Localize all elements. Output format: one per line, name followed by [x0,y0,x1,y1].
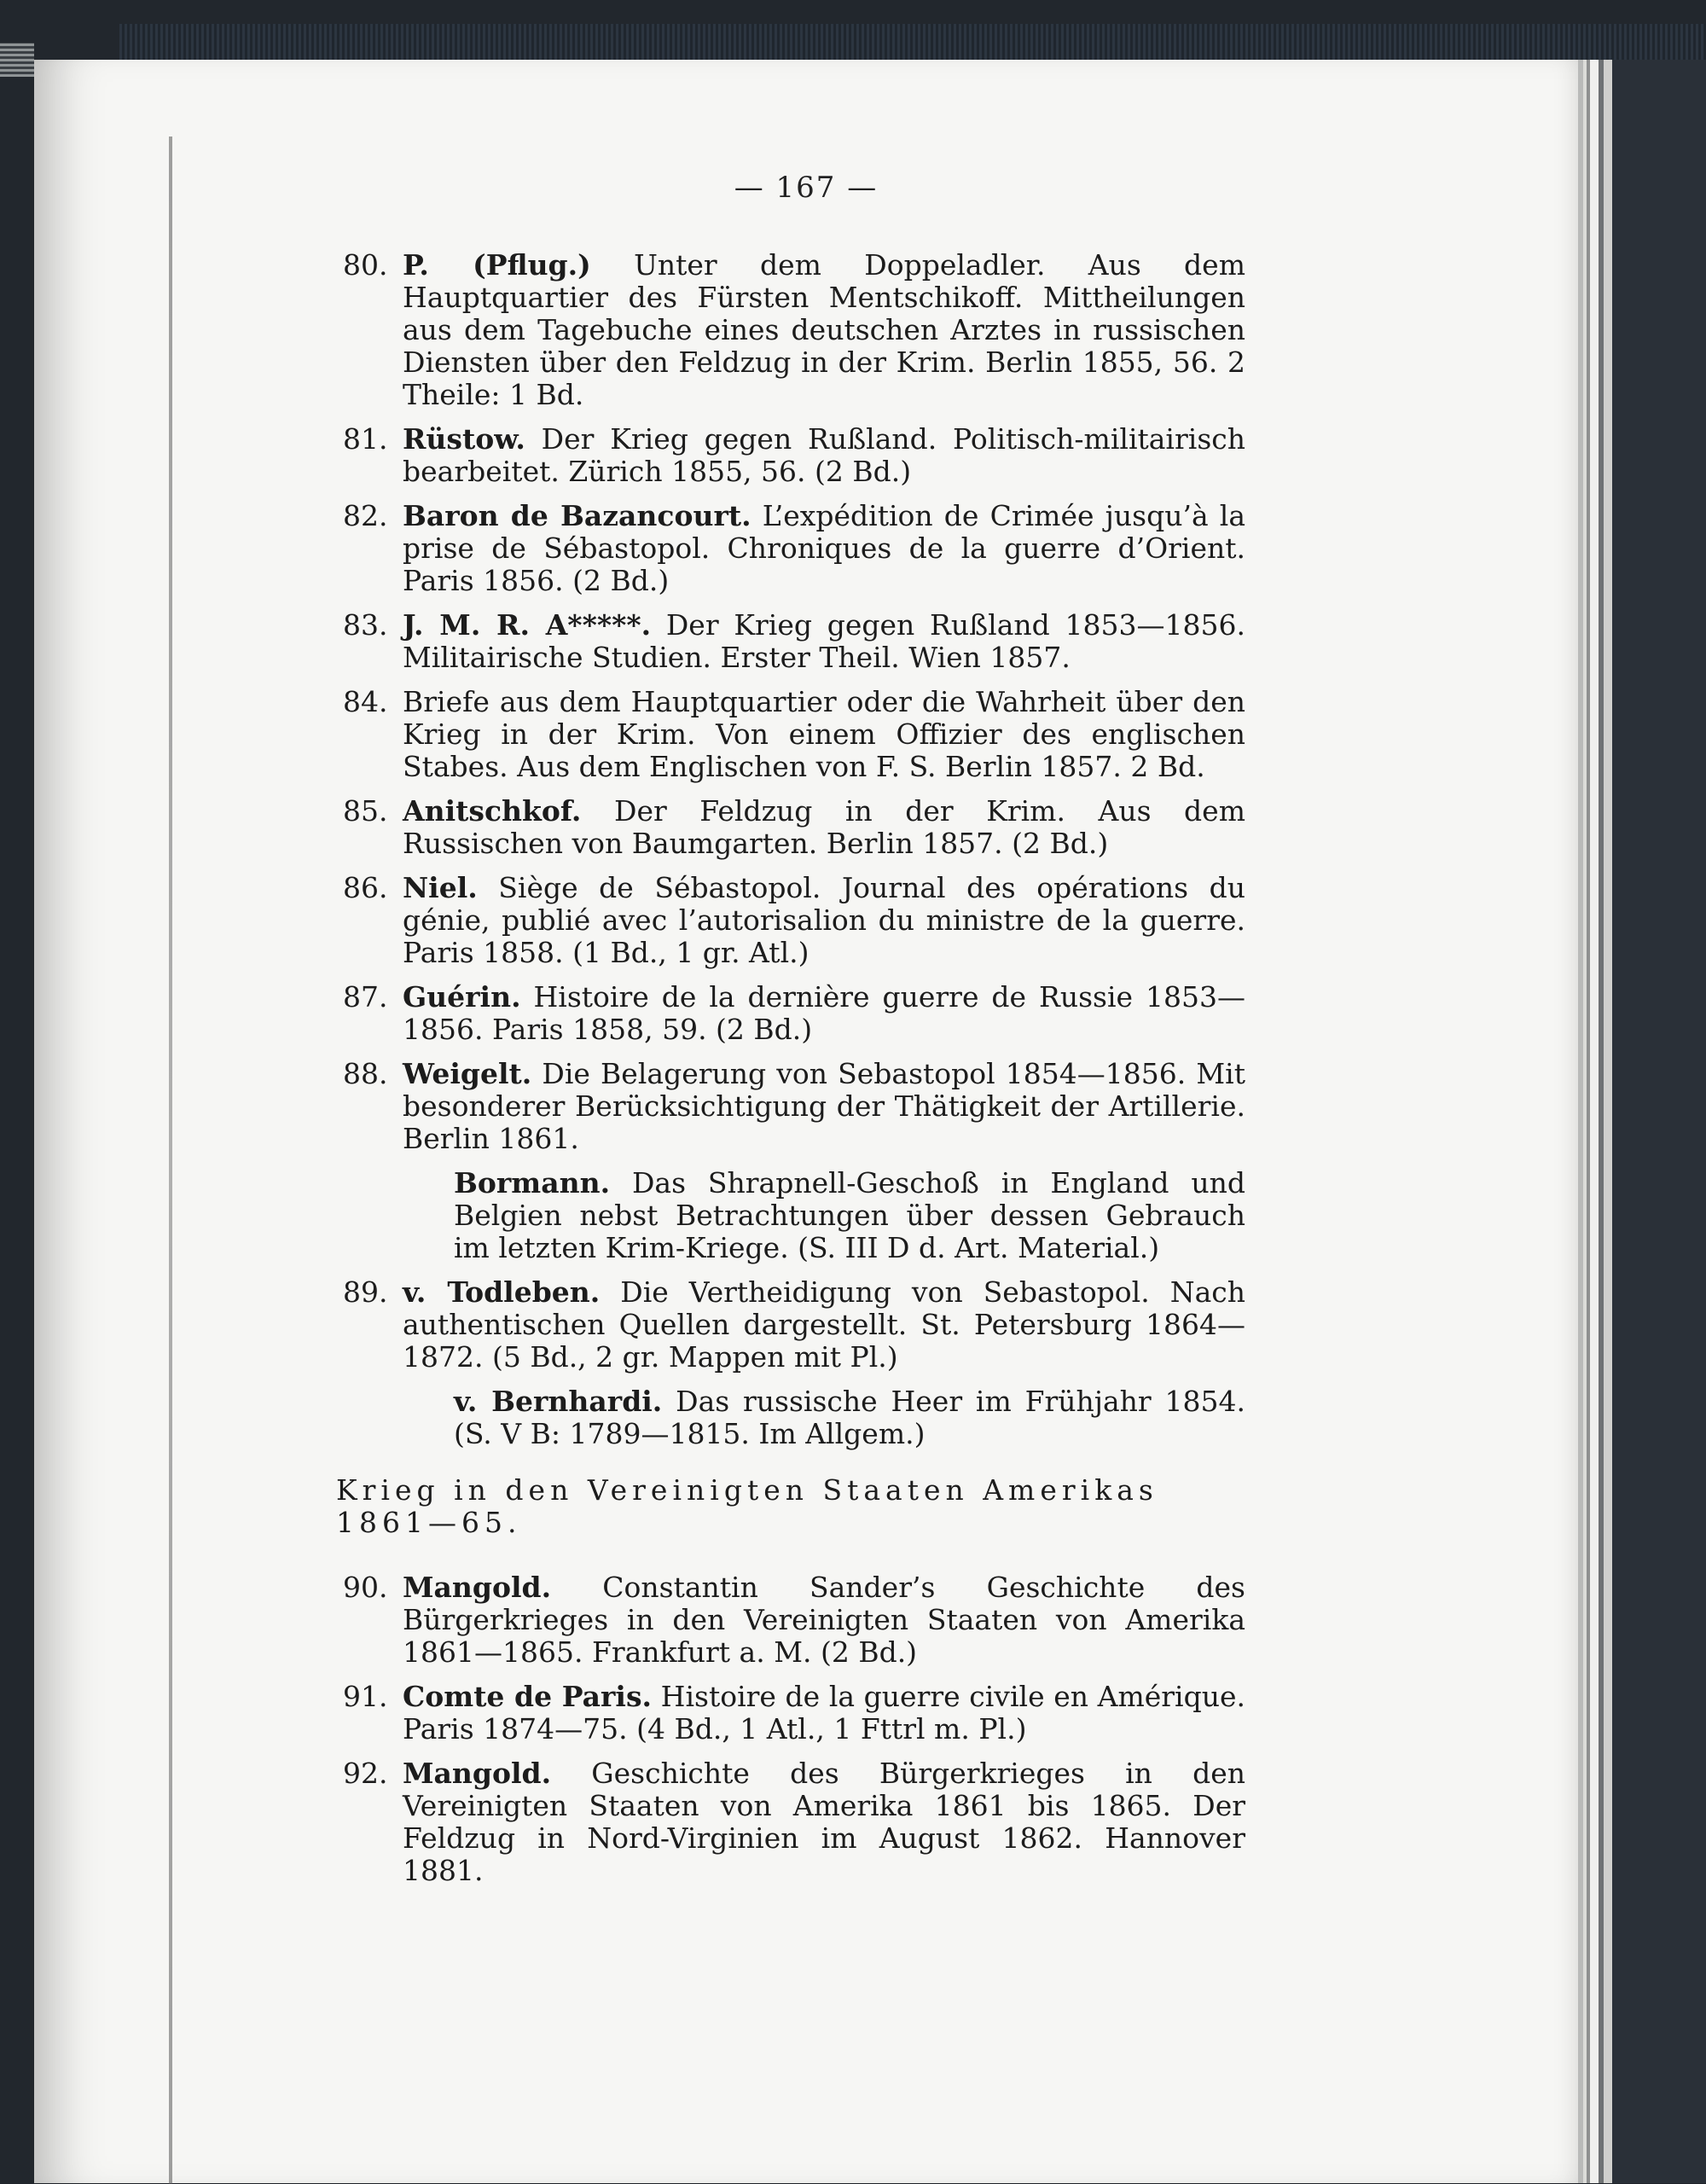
entry-text: Der Krieg gegen Rußland. Politisch-militairisch bearbeitet. Zürich 1855, 56. (2 Bd.) [403,422,1245,488]
entry-body [403,1571,1245,1669]
entry-body [403,872,1245,969]
entry-82 [299,500,1245,597]
entry-author: Rüstow. [403,422,525,456]
entry-number: 85. [343,794,388,828]
bibliography-list [299,249,1245,1899]
entry-84 [299,686,1245,783]
entry-text: L’expédition de Crimée jusqu’à la prise de Sébastopol. Chroniques de la guerre d’Orient. Paris 1856. (2 Bd.) [403,499,1245,597]
entry-87 [299,981,1245,1046]
entry-81 [299,423,1245,488]
entry-number: 90. [343,1571,388,1604]
book-cover-right [1578,60,1706,2183]
book-page [34,60,1578,2183]
entry-body [403,609,1245,674]
entry-88-sub [299,1167,1245,1264]
entry-text: Der Krieg gegen Rußland 1853—1856. Militairische Studien. Erster Theil. Wien 1857. [403,608,1245,674]
entry-text: Siège de Sébastopol. Journal des opérations du génie, publié avec l’autorisalion du ministre de la guerre. Paris 1858. (1 Bd., 1 gr. Atl.) [403,871,1245,969]
entry-author: J. M. R. A*****. [403,608,652,642]
entry-body [454,1385,1245,1450]
entry-author: Mangold. [403,1571,552,1604]
entry-90 [299,1571,1245,1669]
entry-body [454,1167,1245,1264]
entry-text: Der Feldzug in der Krim. Aus dem Russischen von Baumgarten. Berlin 1857. (2 Bd.) [403,794,1245,860]
entry-number: 84. [343,685,388,718]
entry-author: Bormann. [454,1166,611,1199]
entry-body [403,1058,1245,1155]
entry-text: Die Vertheidigung von Sebastopol. Nach authentischen Quellen dargestellt. St. Petersburg 1864—1872. (5 Bd., 2 gr. Mappen mit Pl.) [403,1275,1245,1374]
entry-text: Geschichte des Bürgerkrieges in den Vereinigten Staaten von Amerika 1861 bis 1865. Der Feldzug in Nord-Virginien im August 1862. Hannover 1881. [403,1757,1245,1887]
entry-86 [299,872,1245,969]
entry-author: v. Bernhardi. [454,1385,663,1418]
entry-number: 92. [343,1757,388,1790]
entry-text: Das russische Heer im Frühjahr 1854. (S. V B: 1789—1815. Im Allgem.) [454,1385,1245,1450]
entry-text: Histoire de la guerre civile en Amérique. Paris 1874—75. (4 Bd., 1 Atl., 1 Fttrl m. Pl.) [403,1680,1245,1745]
entry-author: v. Todleben. [403,1275,601,1309]
entry-body [403,795,1245,860]
entry-author: Guérin. [403,980,521,1014]
entry-89-sub [299,1385,1245,1450]
entry-number: 88. [343,1057,388,1090]
page-number: — 167 — [734,171,879,205]
entry-author: Mangold. [403,1757,552,1790]
entry-body [403,249,1245,411]
entry-body [403,686,1245,783]
entry-text: Briefe aus dem Hauptquartier oder die Wahrheit über den Krieg in der Krim. Von einem Offizier des englischen Stabes. Aus dem Englischen von F. S. Berlin 1857. 2 Bd. [403,685,1245,783]
entry-number: 82. [343,499,388,532]
entry-number: 81. [343,422,388,456]
entry-89 [299,1276,1245,1374]
entry-text: Die Belagerung von Sebastopol 1854—1856. Mit besonderer Berücksichtigung der Thätigkeit der Artillerie. Berlin 1861. [403,1057,1245,1155]
entry-number: 86. [343,871,388,904]
entry-author: Anitschkof. [403,794,582,828]
entry-text: Das Shrapnell-Geschoß in England und Belgien nebst Betrachtungen über dessen Gebrauch im letzten Krim-Kriege. (S. III D d. Art. Material.) [454,1166,1245,1264]
gutter-shadow [169,136,172,2184]
entry-text: Constantin Sander’s Geschichte des Bürgerkrieges in den Vereinigten Staaten von Amerika 1861—1865. Frankfurt a. M. (2 Bd.) [403,1571,1245,1669]
entry-body [403,1757,1245,1887]
entry-author: Niel. [403,871,478,904]
entry-body [403,500,1245,597]
entry-body [403,981,1245,1046]
entry-body [403,1276,1245,1374]
entry-number: 91. [343,1680,388,1713]
entry-80 [299,249,1245,411]
entry-91 [299,1681,1245,1745]
entry-85 [299,795,1245,860]
entry-body [403,1681,1245,1745]
entry-number: 87. [343,980,388,1014]
entry-number: 83. [343,608,388,642]
entry-author: P. (Pflug.) [403,248,591,282]
entry-number: 89. [343,1275,388,1309]
page-clip [0,43,34,77]
entry-88 [299,1058,1245,1155]
entry-author: Baron de Bazancourt. [403,499,751,532]
entry-text: Unter dem Doppeladler. Aus dem Hauptquartier des Fürsten Mentschikoff. Mittheilungen aus dem Tagebuche eines deutschen Arztes in russischen Diensten über den Feldzug in der Krim. Berlin 1855, 56. 2 Theile: 1 Bd. [403,248,1246,411]
entry-number: 80. [343,248,388,282]
entry-author: Comte de Paris. [403,1680,653,1713]
entry-author: Weigelt. [403,1057,532,1090]
entry-92 [299,1757,1245,1887]
entry-83 [299,609,1245,674]
entry-text: Histoire de la dernière guerre de Russie 1853—1856. Paris 1858, 59. (2 Bd.) [403,980,1246,1046]
entry-body [403,423,1245,488]
section-heading: Krieg in den Vereinigten Staaten Amerikas 1861—65. [336,1473,1158,1539]
